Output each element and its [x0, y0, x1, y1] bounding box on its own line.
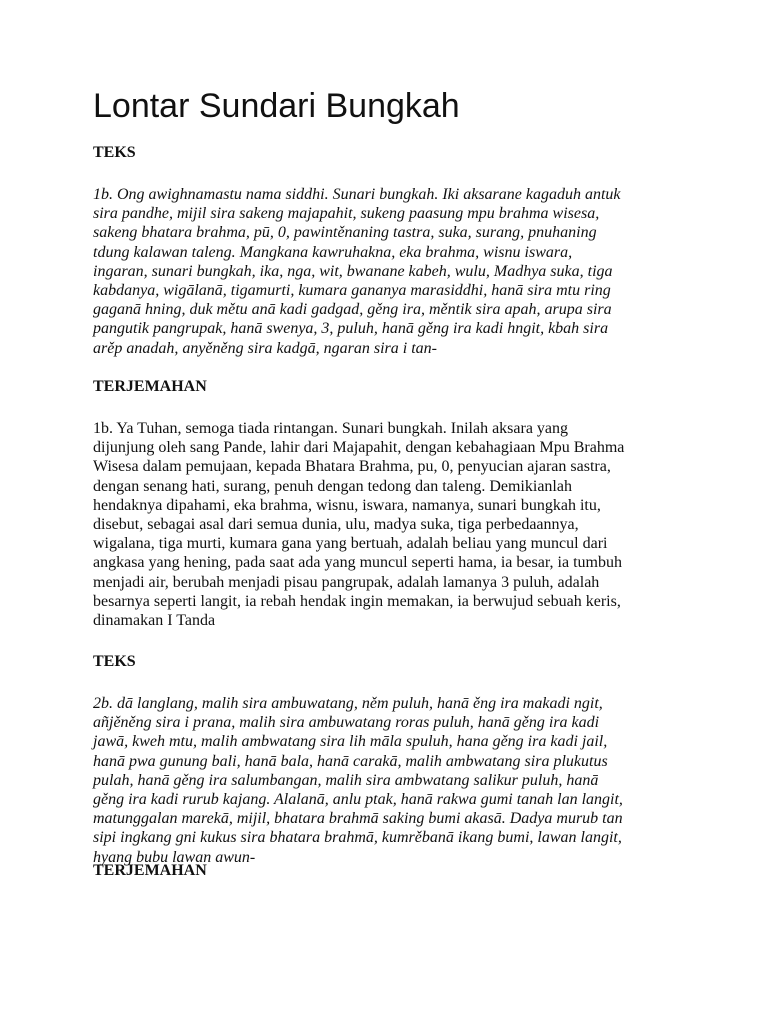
text-line: wigalana, tiga murti, kumara gana yang bertuah, adalah beliau yang muncul dari — [93, 535, 608, 553]
text-line: angkasa yang hening, pada saat ada yang muncul seperti hama, ia besar, ia tumbuh — [93, 554, 622, 572]
text-line: 1b. Ong awighnamastu nama siddhi. Sunari bungkah. Iki aksarane kagaduh antuk — [93, 186, 621, 203]
text-line: hendaknya dipahami, eka brahma, wisnu, iswara, namanya, sunari bungkah itu, — [93, 496, 601, 514]
document-title: Lontar Sundari Bungkah — [93, 87, 460, 125]
text-line: jawā, kweh mtu, malih ambwatang sira lih māla spuluh, hana gěng ira kadi jail, — [93, 733, 608, 751]
text-line: ingaran, sunari bungkah, ika, nga, wit, bwanane kabeh, wulu, Madhya suka, tiga — [93, 262, 613, 280]
text-line: gěng ira kadi rurub kajang. Alalanā, anlu ptak, hanā rakwa gumi tanah lan langit, — [93, 791, 623, 809]
section-heading-terjemahan: TERJEMAHAN — [93, 378, 207, 395]
text-line: 1b. Ya Tuhan, semoga tiada rintangan. Sunari bungkah. Inilah aksara yang — [93, 420, 569, 437]
text-line: arěp anadah, anyěněng sira kadgā, ngaran sira i tan- — [93, 339, 437, 357]
text-line: gaganā hning, duk mětu anā kadi gadgad, gěng ira, měntik sira apah, arupa sira — [93, 301, 612, 319]
text-line: hanā pwa gunung bali, hanā bala, hanā carakā, malih ambwatang sira plukutus — [93, 752, 608, 770]
text-line: 2b. dā langlang, malih sira ambuwatang, něm puluh, hanā ěng ira makadi ngit, — [93, 695, 603, 712]
terjemahan-paragraph-1b — [93, 419, 624, 630]
text-line: dinamakan I Tanda — [93, 612, 216, 630]
text-line: sira pandhe, mijil sira sakeng majapahit, sukeng paasung mpu brahma wisesa, — [93, 205, 600, 223]
text-line: pulah, hanā gěng ira salumbangan, malih sira ambwatang salikur puluh, hanā — [93, 771, 599, 789]
text-line: hyang bubu lawan awun- — [93, 848, 256, 866]
text-line: tdung kalawan taleng. Mangkana kawruhakna, eka brahma, wisnu iswara, — [93, 243, 573, 261]
section-heading-teks: TEKS — [93, 653, 136, 670]
text-line: dengan senang hati, surang, penuh dengan tedong dan taleng. Demikianlah — [93, 477, 572, 495]
text-line: pangutik pangrupak, hanā swenya, 3, puluh, hanā gěng ira kadi hngit, kbah sira — [93, 320, 609, 338]
section-heading-terjemahan: TERJEMAHAN — [93, 862, 207, 879]
text-line: menjadi air, berubah menjadi pisau pangrupak, adalah lamanya 3 puluh, adalah — [93, 573, 600, 591]
text-line: besarnya seperti langit, ia rebah hendak ingin memakan, ia berwujud sebuah keris, — [93, 592, 621, 610]
text-line: kabdanya, wigālanā, tigamurti, kumara gananya marasiddhi, hanā sira mtu ring — [93, 282, 611, 300]
text-line: añjěněng sira i prana, malih sira ambuwatang roras puluh, hanā gěng ira kadi — [93, 714, 600, 732]
text-line: disebut, sebagai asal dari semua dunia, ulu, madya suka, tiga perbedaannya, — [93, 516, 579, 534]
teks-paragraph-1b — [93, 185, 621, 358]
text-line: sipi ingkang gni kukus sira bhatara brahmā, kumrěbanā ikang bumi, lawan langit, — [93, 829, 622, 847]
text-line: dijunjung oleh sang Pande, lahir dari Majapahit, dengan kebahagiaan Mpu Brahma — [93, 439, 625, 457]
text-line: Wisesa dalam pemujaan, kepada Bhatara Brahma, pu, 0, penyucian ajaran sastra, — [93, 458, 611, 476]
section-heading-teks: TEKS — [93, 144, 136, 161]
text-line: matunggalan marekā, mijil, bhatara brahmā saking bumi akasā. Dadya murub tan — [93, 810, 623, 828]
text-line: sakeng bhatara brahma, pū, 0, pawintěnaning tastra, suka, surang, pnuhaning — [93, 224, 597, 242]
teks-paragraph-2b — [93, 694, 623, 867]
